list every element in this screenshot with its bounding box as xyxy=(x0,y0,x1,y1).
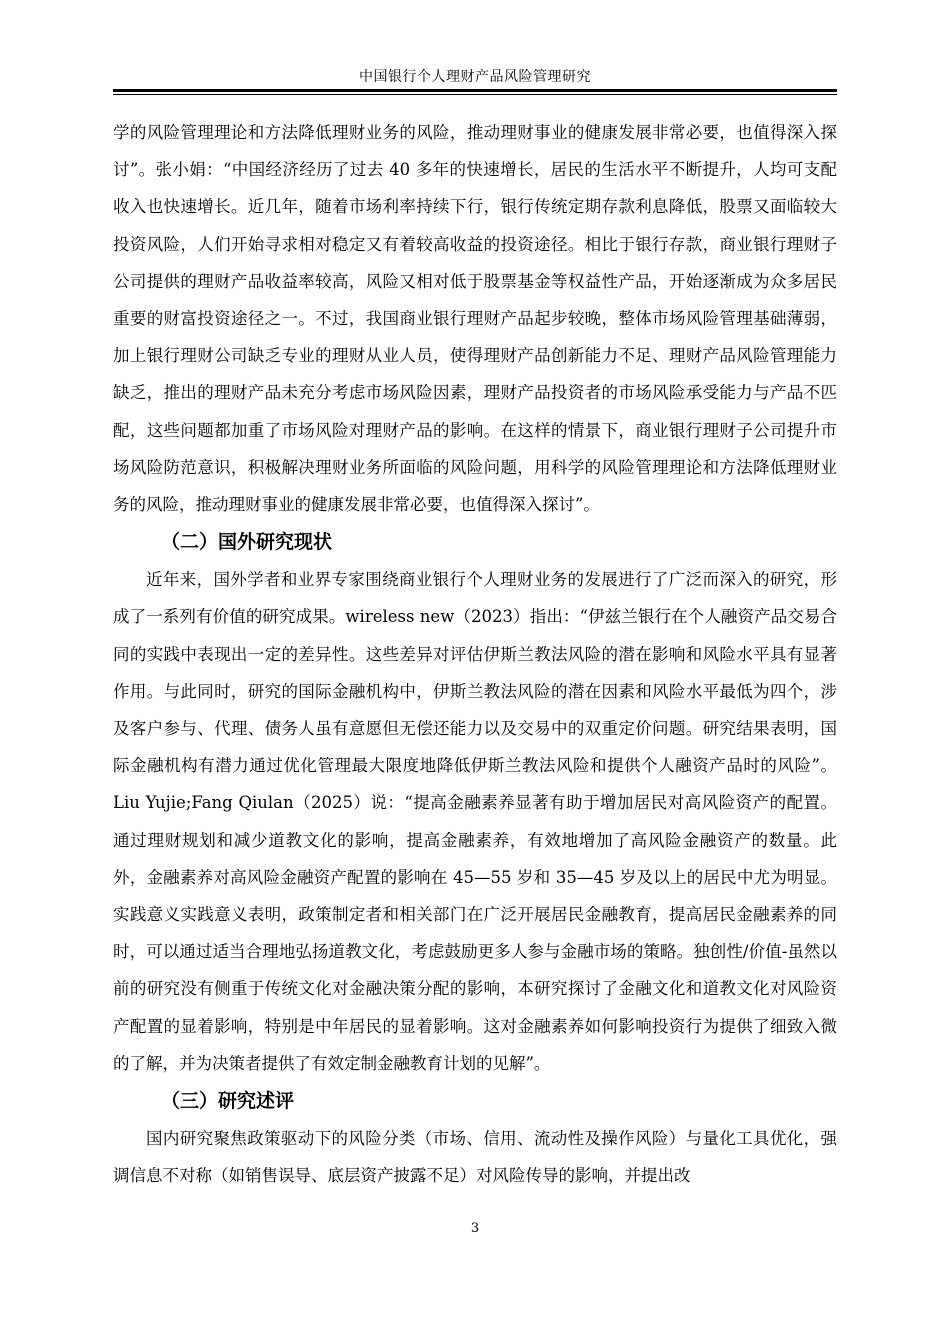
paragraph-foreign-research: 近年来，国外学者和业界专家围绕商业银行个人理财业务的发展进行了广泛而深入的研究，形成了一系列有价值的研究成果。wireless new（2023）指出：“伊兹兰银行在个人融资产品交易合同的实践中表现出一定的差异性。这些差异对评估伊斯兰教法风险的潜在影响和风险水平具有显著作用。与此同时，研究的国际金融机构中，伊斯兰教法风险的潜在因素和风险水平最低为四个，涉及客户参与、代理、债务人虽有意愿但无偿还能力以及交易中的双重定价问题。研究结果表明，国际金融机构有潜力通过优化管理最大限度地降低伊斯兰教法风险和提供个人融资产品时的风险”。Liu Yujie;Fang Qiulan（2025）说：“提高金融素养显著有助于增加居民对高风险资产的配置。通过理财规划和减少道教文化的影响，提高金融素养，有效地增加了高风险金融资产的数量。此外，金融素养对高风险金融资产配置的影响在 45—55 岁和 35—45 岁及以上的居民中尤为明显。实践意义实践意义表明，政策制定者和相关部门在广泛开展居民金融教育，提高居民金融素养的同时，可以通过适当合理地弘扬道教文化，考虑鼓励更多人参与金融市场的策略。独创性/价值-虽然以前的研究没有侧重于传统文化对金融决策分配的影响，本研究探讨了金融文化和道教文化对风险资产配置的显着影响，特别是中年居民的显着影响。这对金融素养如何影响投资行为提供了细致入微的了解，并为决策者提供了有效定制金融教育计划的见解”。 xyxy=(113,570,837,1073)
paragraph-research-review: 国内研究聚焦政策驱动下的风险分类（市场、信用、流动性及操作风险）与量化工具优化，强调信息不对称（如销售误导、底层资产披露不足）对风险传导的影响，并提出改 xyxy=(113,1129,837,1186)
section-heading-foreign-research: （二）国外研究现状 xyxy=(161,531,333,554)
page-number: 3 xyxy=(470,1221,480,1236)
header-rule-thin xyxy=(113,94,837,95)
running-header-title: 中国银行个人理财产品风险管理研究 xyxy=(359,69,591,85)
header-rule-thick xyxy=(113,89,837,92)
section-heading-research-review: （三）研究述评 xyxy=(161,1090,295,1113)
page-body xyxy=(113,114,837,1194)
paragraph-domestic-continued: 学的风险管理理论和方法降低理财业务的风险，推动理财事业的健康发展非常必要，也值得深入探讨”。张小娟：“中国经济经历了过去 40 多年的快速增长，居民的生活水平不断提升，人均可支配收入也快速增长。近几年，随着市场利率持续下行，银行传统定期存款利息降低，股票又面临较大投资风险，人们开始寻求相对稳定又有着较高收益的投资途径。相比于银行存款，商业银行理财子公司提供的理财产品收益率较高，风险又相对低于股票基金等权益性产品，开始逐渐成为众多居民重要的财富投资途径之一。不过，我国商业银行理财产品起步较晚，整体市场风险管理基础薄弱，加上银行理财公司缺乏专业的理财从业人员，使得理财产品创新能力不足、理财产品风险管理能力缺乏，推出的理财产品未充分考虑市场风险因素，理财产品投资者的市场风险承受能力与产品不匹配，这些问题都加重了市场风险对理财产品的影响。在这样的情景下，商业银行理财子公司提升市场风险防范意识，积极解决理财业务所面临的风险问题，用科学的风险管理理论和方法降低理财业务的风险，推动理财事业的健康发展非常必要，也值得深入探讨”。 xyxy=(113,123,837,515)
